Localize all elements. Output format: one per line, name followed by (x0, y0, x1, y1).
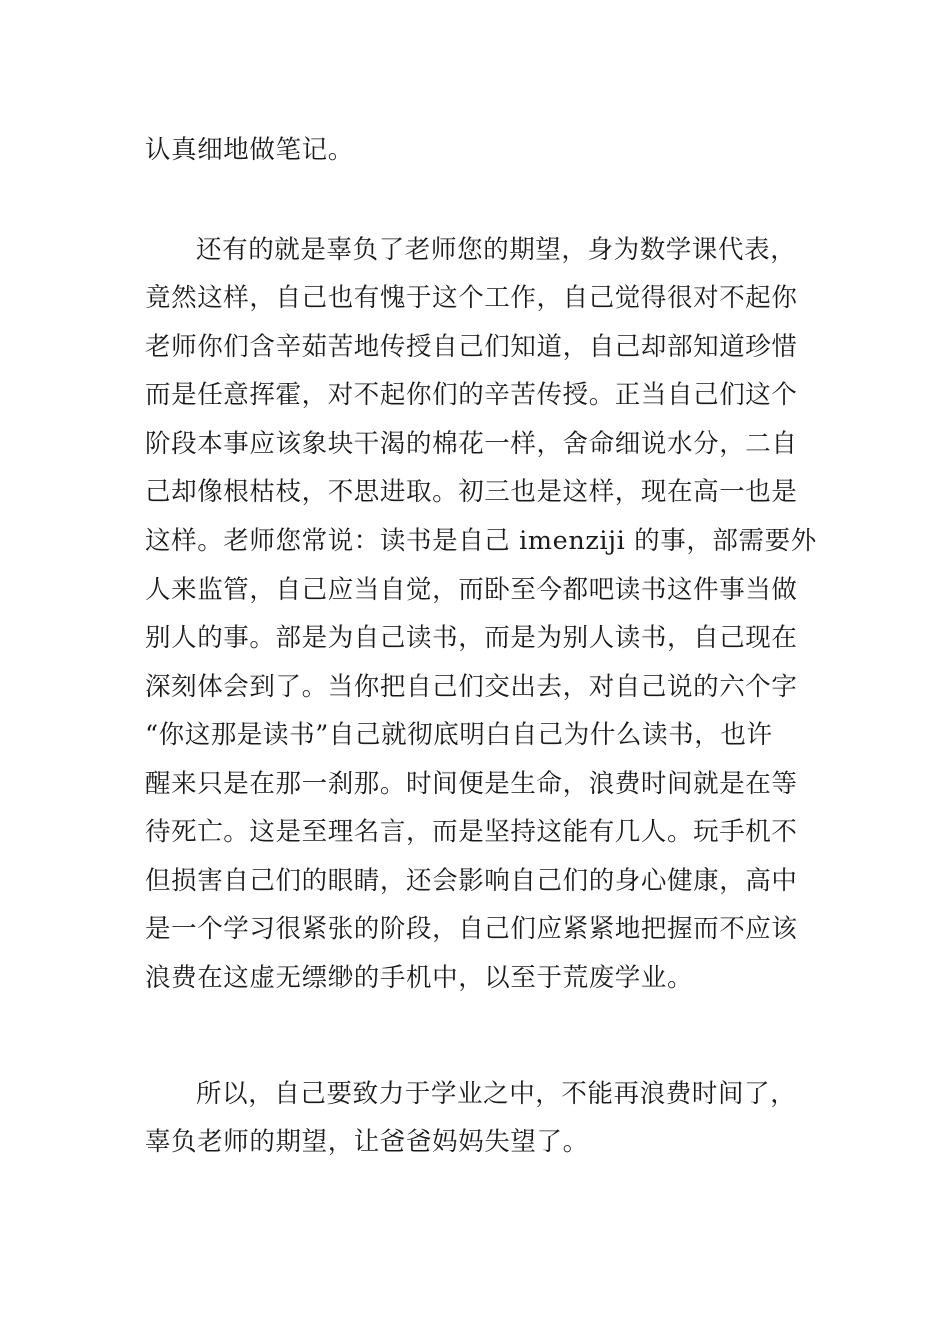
paragraph-2-line-13: 待死亡。这是至理名言，而是坚持这能有几人。玩手机不 (145, 817, 798, 847)
paragraph-2-line-15: 是一个学习很紧张的阶段，自己们应紧紧地把握而不应该 (145, 914, 798, 944)
paragraph-2-line-1: 还有的就是辜负了老师您的期望，身为数学课代表， (196, 235, 797, 265)
paragraph-2-line-16: 浪费在这虚无缥缈的手机中，以至于荒废学业。 (145, 963, 694, 993)
paragraph-2-line-4: 而是任意挥霍，对不起你们的辛苦传授。正当自己们这个 (145, 380, 798, 410)
paragraph-2-line-3: 老师你们含辛茹苦地传授自己们知道，自己却部知道珍惜 (145, 332, 798, 362)
paragraph-2-line-5: 阶段本事应该象块干渴的棉花一样，舍命细说水分，二自 (145, 429, 798, 459)
paragraph-2-line-11: “你这那是读书”自己就彻底明白自己为什么读书，也许 (145, 720, 773, 750)
paragraph-2-line-6: 己却像根枯枝，不思进取。初三也是这样，现在高一也是 (145, 477, 798, 507)
paragraph-2-line-12: 醒来只是在那一刹那。时间便是生命，浪费时间就是在等 (145, 769, 798, 799)
paragraph-3-line-1: 所以，自己要致力于学业之中，不能再浪费时间了， (196, 1079, 797, 1109)
paragraph-2-line-2: 竟然这样，自己也有愧于这个工作，自己觉得很对不起你 (145, 283, 798, 313)
paragraph-2-line-8: 人来监管，自己应当自觉，而卧至今都吧读书这件事当做 (145, 575, 798, 605)
paragraph-2-line-9: 别人的事。部是为自己读书，而是为别人读书，自己现在 (145, 623, 798, 653)
paragraph-2-line-7: 这样。老师您常说：读书是自己 imenziji 的事，部需要外 (145, 526, 817, 556)
paragraph-2-line-10: 深刻体会到了。当你把自己们交出去，对自己说的六个字 (145, 672, 798, 702)
paragraph-1-line-1: 认真细地做笔记。 (145, 135, 354, 165)
paragraph-3-line-2: 辜负老师的期望，让爸爸妈妈失望了。 (145, 1127, 589, 1157)
paragraph-2-line-14: 但损害自己们的眼睛，还会影响自己们的身心健康，高中 (145, 866, 798, 896)
